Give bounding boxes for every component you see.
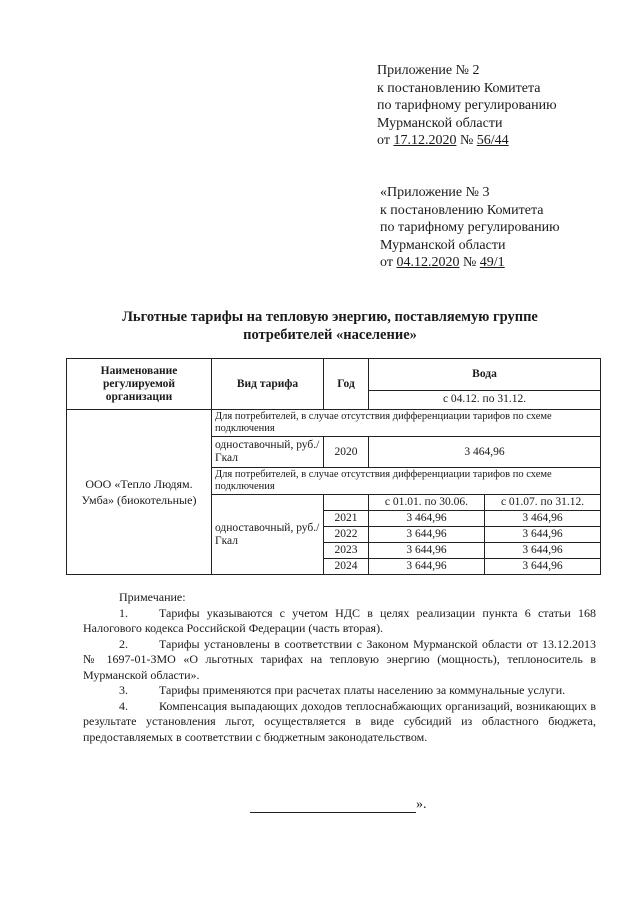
title-line2: потребителей «население» <box>243 327 417 343</box>
note-item <box>83 637 596 684</box>
document-title <box>60 308 600 344</box>
appendix-2-line1: Приложение № 2 <box>377 63 480 78</box>
appendix-2-line2: к постановлению Комитета <box>377 80 541 96</box>
signature-underline <box>250 800 416 813</box>
notes-section <box>83 590 596 745</box>
note-item <box>83 683 596 699</box>
note-text: Компенсация выпадающих доходов теплоснабжающих организаций, возникающих в результате установления льгот, осуществляется в виде субсидий из областного бюджета, предоставляемых в соответствии с бюджетным законодательством. <box>83 698 596 744</box>
title-line1: Льготные тарифы на тепловую энергию, поставляемую группе <box>122 309 538 325</box>
note-text: Тарифы применяются при расчетах платы населению за коммунальные услуги. <box>159 683 566 697</box>
row-value-h1: 3 644,96 <box>369 527 485 543</box>
row-year: 2024 <box>324 559 369 575</box>
note-number: 1. <box>119 605 128 620</box>
appendix-3-line2: к постановлению Комитета <box>380 202 544 218</box>
tariff-type-1: одноставочный, руб./Гкал <box>212 437 324 468</box>
appendix-3-line4: Мурманской области <box>380 237 506 253</box>
table-header-row <box>67 359 601 391</box>
note-item <box>83 699 596 746</box>
row-value-h2: 3 464,96 <box>485 511 601 527</box>
period-second-half: с 01.07. по 31.12. <box>485 495 601 511</box>
appendix-3-number: 49/1 <box>479 255 505 270</box>
notes-heading: Примечание: <box>119 590 186 604</box>
row-value-h1: 3 644,96 <box>369 559 485 575</box>
closing-line <box>250 797 427 813</box>
row-value-h2: 3 644,96 <box>485 559 601 575</box>
appendix-2-line3: по тарифному регулированию <box>377 98 557 113</box>
year-blank-cell <box>324 495 369 511</box>
appendix-3-header <box>380 184 560 272</box>
row-value-h1: 3 464,96 <box>369 511 485 527</box>
note-text: Тарифы указываются с учетом НДС в целях реализации пункта 6 статьи 168 Налогового кодекса Российской Федерации (часть вторая). <box>83 605 596 635</box>
year-2020: 2020 <box>324 437 369 468</box>
appendix-2-date-prefix: от <box>377 133 394 148</box>
note-number: 4. <box>119 698 128 713</box>
closing-quote: ». <box>416 797 427 812</box>
header-year: Год <box>324 359 369 410</box>
note-number: 3. <box>119 683 128 697</box>
appendix-3-date-prefix: от <box>380 255 397 270</box>
row-year: 2022 <box>324 527 369 543</box>
row-year: 2021 <box>324 511 369 527</box>
appendix-3-date-line <box>380 254 560 272</box>
period-first-half: с 01.01. по 30.06. <box>369 495 485 511</box>
appendix-2-header <box>377 62 557 150</box>
header-org: Наименование регулируемой организации <box>67 359 212 410</box>
organization-name: ООО «Тепло Людям. Умба» (биокотельные) <box>67 410 212 575</box>
row-value-h2: 3 644,96 <box>485 543 601 559</box>
note-item <box>83 606 596 637</box>
header-water: Вода <box>369 359 601 391</box>
header-period: с 04.12. по 31.12. <box>369 390 601 409</box>
appendix-3-num-prefix: № <box>459 255 480 270</box>
appendix-2-number: 56/44 <box>476 133 509 148</box>
appendix-3-line1: «Приложение № 3 <box>380 185 490 200</box>
row-value-h1: 3 644,96 <box>369 543 485 559</box>
tariff-table <box>66 358 601 575</box>
consumer-note-1: Для потребителей, в случае отсутствия дифференциации тарифов по схеме подключения <box>212 410 601 437</box>
appendix-2-num-prefix: № <box>456 133 477 148</box>
value-2020: 3 464,96 <box>369 437 601 468</box>
tariff-type-2: одноставочный, руб./Гкал <box>212 495 324 575</box>
note-number: 2. <box>119 636 128 651</box>
consumer-note-2: Для потребителей, в случае отсутствия дифференциации тарифов по схеме подключения <box>212 468 601 495</box>
appendix-3-date: 04.12.2020 <box>396 255 460 270</box>
row-year: 2023 <box>324 543 369 559</box>
appendix-3-line3: по тарифному регулированию <box>380 220 560 235</box>
row-value-h2: 3 644,96 <box>485 527 601 543</box>
appendix-2-date: 17.12.2020 <box>393 133 457 148</box>
note-text: Тарифы установлены в соответствии с Законом Мурманской области от 13.12.2013 № 1697-01-ЗМО «О льготных тарифах на тепловую энергию (мощность), теплоноситель в Мурманской области». <box>83 636 596 682</box>
appendix-2-date-line <box>377 132 557 150</box>
table-row <box>67 410 601 437</box>
appendix-2-line4: Мурманской области <box>377 115 503 131</box>
header-tariff-type: Вид тарифа <box>212 359 324 410</box>
